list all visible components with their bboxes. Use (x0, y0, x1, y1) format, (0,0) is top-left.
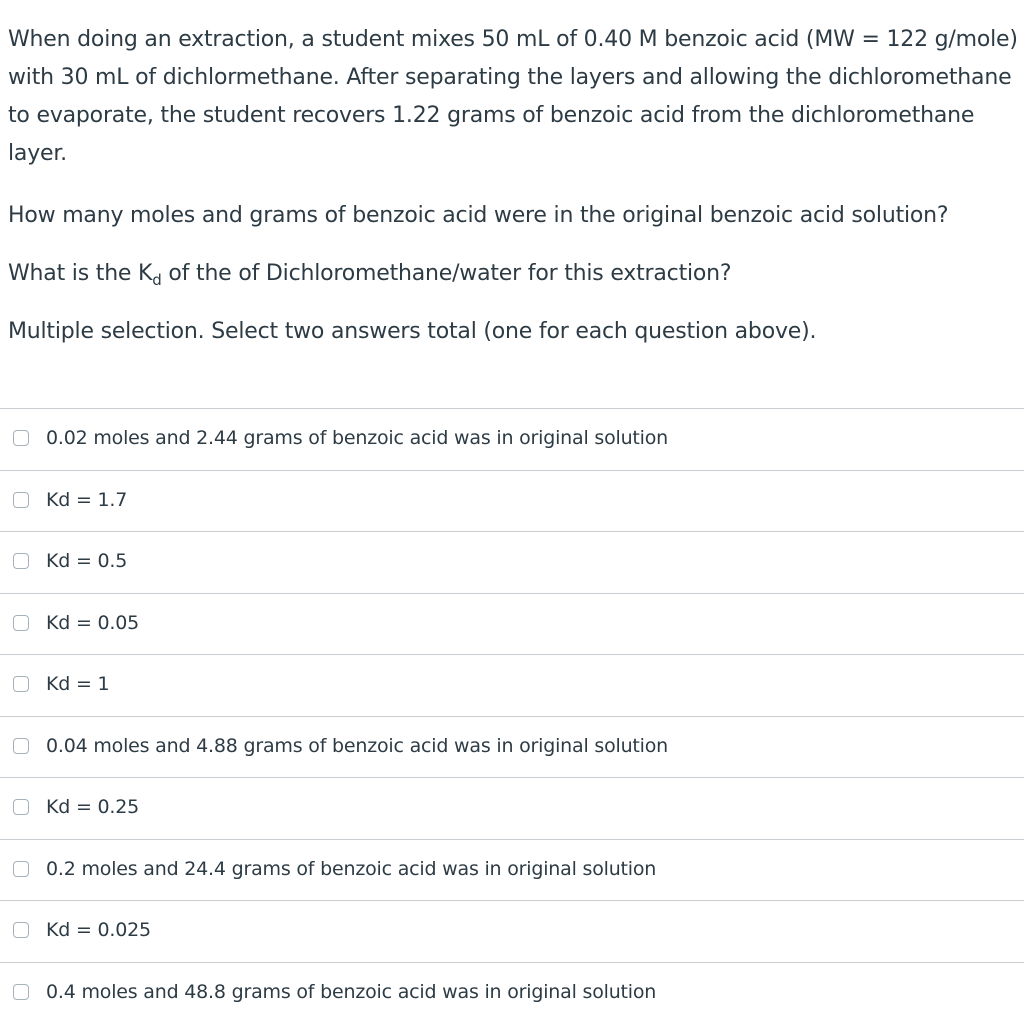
answer-checkbox[interactable] (13, 984, 29, 1000)
answer-checkbox[interactable] (13, 430, 29, 446)
answer-checkbox[interactable] (13, 553, 29, 569)
answer-checkbox[interactable] (13, 861, 29, 877)
answer-option[interactable] (0, 839, 1024, 901)
answer-option[interactable] (0, 654, 1024, 716)
question-instructions: Multiple selection. Select two answers total (one for each question above). (8, 313, 1018, 351)
answer-label[interactable]: 0.2 moles and 24.4 grams of benzoic acid was in original solution (46, 856, 656, 882)
answer-list (0, 408, 1024, 1023)
answer-checkbox[interactable] (13, 799, 29, 815)
kd-question-end: of the of Dichloromethane/water for this extraction? (162, 261, 732, 286)
question-paragraph-moles: How many moles and grams of benzoic acid were in the original benzoic acid solution? (8, 197, 1018, 235)
answer-checkbox[interactable] (13, 676, 29, 692)
answer-option[interactable] (0, 408, 1024, 470)
answer-label[interactable]: Kd = 0.05 (46, 610, 139, 636)
kd-subscript: d (152, 271, 161, 289)
answer-option[interactable] (0, 962, 1024, 1023)
answer-label[interactable]: Kd = 1.7 (46, 487, 127, 513)
kd-question-start: What is the K (8, 261, 152, 286)
answer-label[interactable]: 0.04 moles and 4.88 grams of benzoic acid was in original solution (46, 733, 668, 759)
question-paragraph-setup: When doing an extraction, a student mixes 50 mL of 0.40 M benzoic acid (MW = 122 g/mole) with 30 mL of dichlormethane. After separating the layers and allowing the dichloromethane to evaporate, the student recovers 1.22 grams of benzoic acid from the dichloromethane layer. (8, 21, 1018, 173)
answer-option[interactable] (0, 777, 1024, 839)
answer-option[interactable] (0, 531, 1024, 593)
answer-checkbox[interactable] (13, 738, 29, 754)
answer-option[interactable] (0, 900, 1024, 962)
answer-option[interactable] (0, 593, 1024, 655)
answer-label[interactable]: Kd = 0.5 (46, 548, 127, 574)
answer-checkbox[interactable] (13, 922, 29, 938)
answer-checkbox[interactable] (13, 615, 29, 631)
answer-checkbox[interactable] (13, 492, 29, 508)
answer-label[interactable]: Kd = 1 (46, 671, 109, 697)
answer-label[interactable]: Kd = 0.25 (46, 794, 139, 820)
question-paragraph-kd (8, 255, 1018, 293)
answer-label[interactable]: 0.02 moles and 2.44 grams of benzoic acid was in original solution (46, 425, 668, 451)
answer-option[interactable] (0, 470, 1024, 532)
answer-option[interactable] (0, 716, 1024, 778)
answer-label[interactable]: 0.4 moles and 48.8 grams of benzoic acid was in original solution (46, 979, 656, 1005)
answer-label[interactable]: Kd = 0.025 (46, 917, 151, 943)
